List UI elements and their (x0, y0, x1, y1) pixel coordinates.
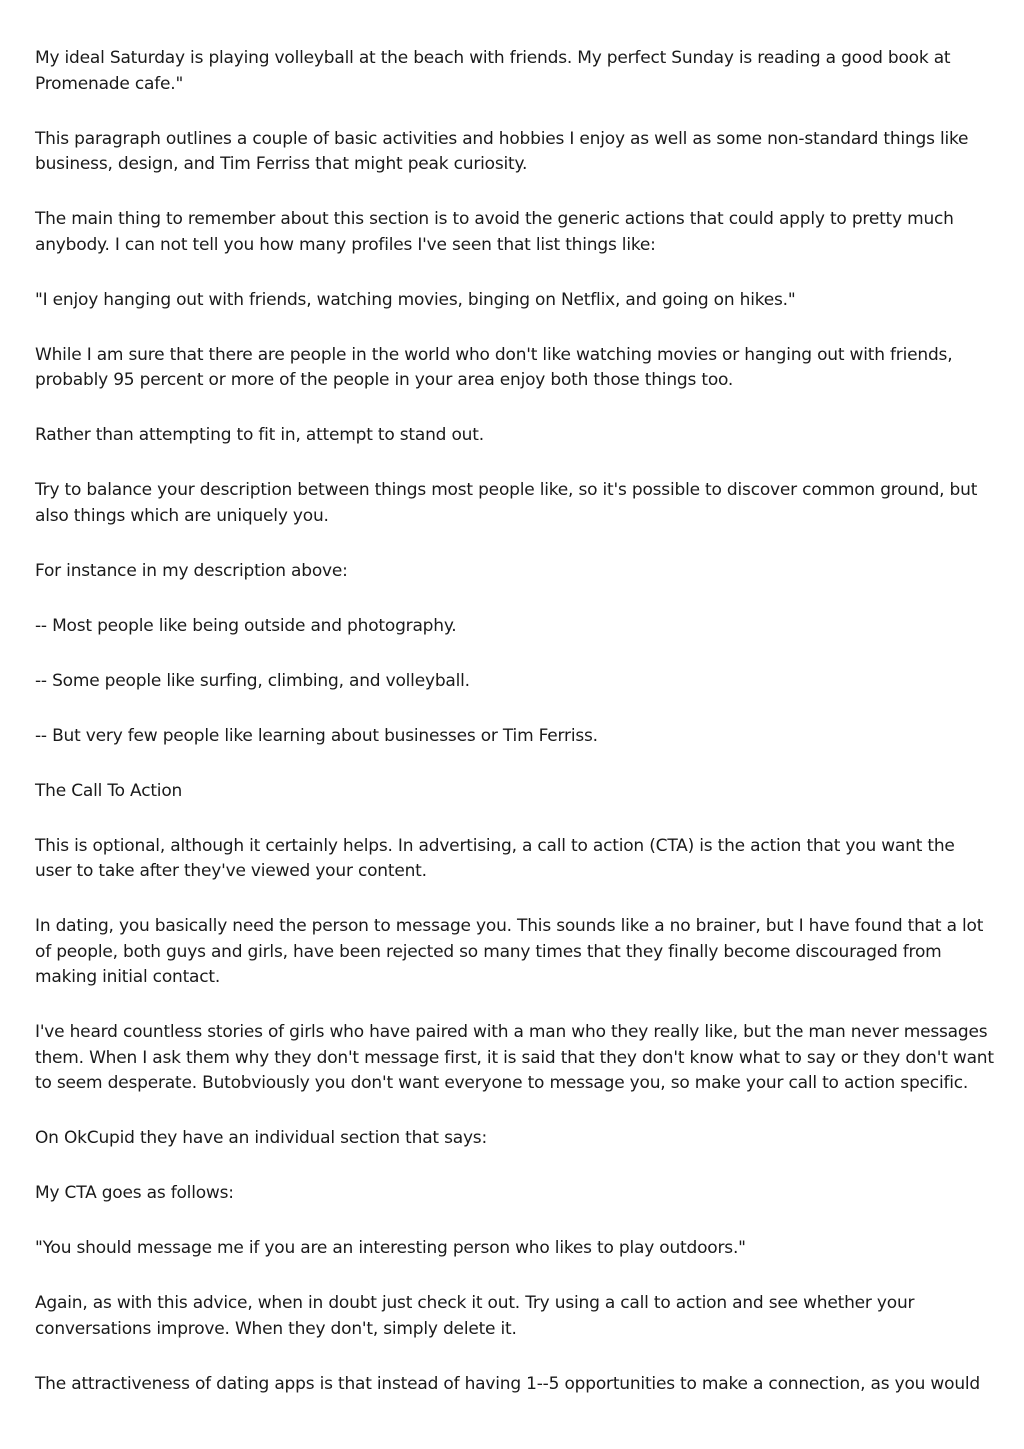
list-item-few-people: -- But very few people like learning about businesses or Tim Ferriss. (35, 725, 598, 746)
paragraph-countless-stories: I've heard countless stories of girls who have paired with a man who they really like, but the man never messages them. When I ask them why they don't message first, it is said that they don't know what to say or they don't want to seem desperate. Butobviously you don't want everyone to message you, so make your call to action specific. (35, 1022, 994, 1093)
paragraph-for-instance: For instance in my description above: (35, 560, 348, 581)
paragraph-attractiveness: The attractiveness of dating apps is that instead of having 1--5 opportunities to make a connection, as you would (35, 1373, 981, 1394)
paragraph-stand-out: Rather than attempting to fit in, attempt to stand out. (35, 425, 484, 445)
paragraph-common-things: While I am sure that there are people in the world who don't like watching movies or hanging out with friends, probably 95 percent or more of the people in your area enjoy both those things too. (35, 344, 953, 390)
paragraph-check-it-out: Again, as with this advice, when in doubt just check it out. Try using a call to action and see whether your conversations improve. When they don't, simply delete it. (35, 1293, 915, 1339)
list-item-most-people: -- Most people like being outside and photography. (35, 615, 457, 636)
paragraph-ideal-weekend: My ideal Saturday is playing volleyball at the beach with friends. My perfect Sunday is reading a good book at Promenade cafe." (35, 48, 951, 94)
list-item-some-people: -- Some people like surfing, climbing, and volleyball. (35, 670, 470, 691)
paragraph-avoid-generic: The main thing to remember about this section is to avoid the generic actions that could apply to pretty much anybody. I can not tell you how many profiles I've seen that list things like: (35, 209, 954, 255)
document-page (35, 46, 995, 1427)
paragraph-balance: Try to balance your description between things most people like, so it's possible to discover common ground, but also things which are uniquely you. (35, 480, 978, 526)
section-heading-call-to-action: The Call To Action (35, 780, 183, 801)
paragraph-generic-quote: "I enjoy hanging out with friends, watching movies, binging on Netflix, and going on hikes." (35, 289, 796, 310)
paragraph-dating-message: In dating, you basically need the person to message you. This sounds like a no brainer, but I have found that a lot of people, both guys and girls, have been rejected so many times that they finally become discouraged from making initial contact. (35, 916, 984, 987)
paragraph-outline-activities: This paragraph outlines a couple of basic activities and hobbies I enjoy as well as some non-standard things like business, design, and Tim Ferriss that might peak curiosity. (35, 128, 969, 174)
paragraph-cta-definition: This is optional, although it certainly helps. In advertising, a call to action (CTA) is the action that you want the user to take after they've viewed your content. (35, 835, 955, 881)
paragraph-cta-quote: "You should message me if you are an interesting person who likes to play outdoors." (35, 1238, 746, 1258)
paragraph-my-cta: My CTA goes as follows: (35, 1183, 234, 1203)
paragraph-okcupid-section: On OkCupid they have an individual section that says: (35, 1128, 487, 1148)
